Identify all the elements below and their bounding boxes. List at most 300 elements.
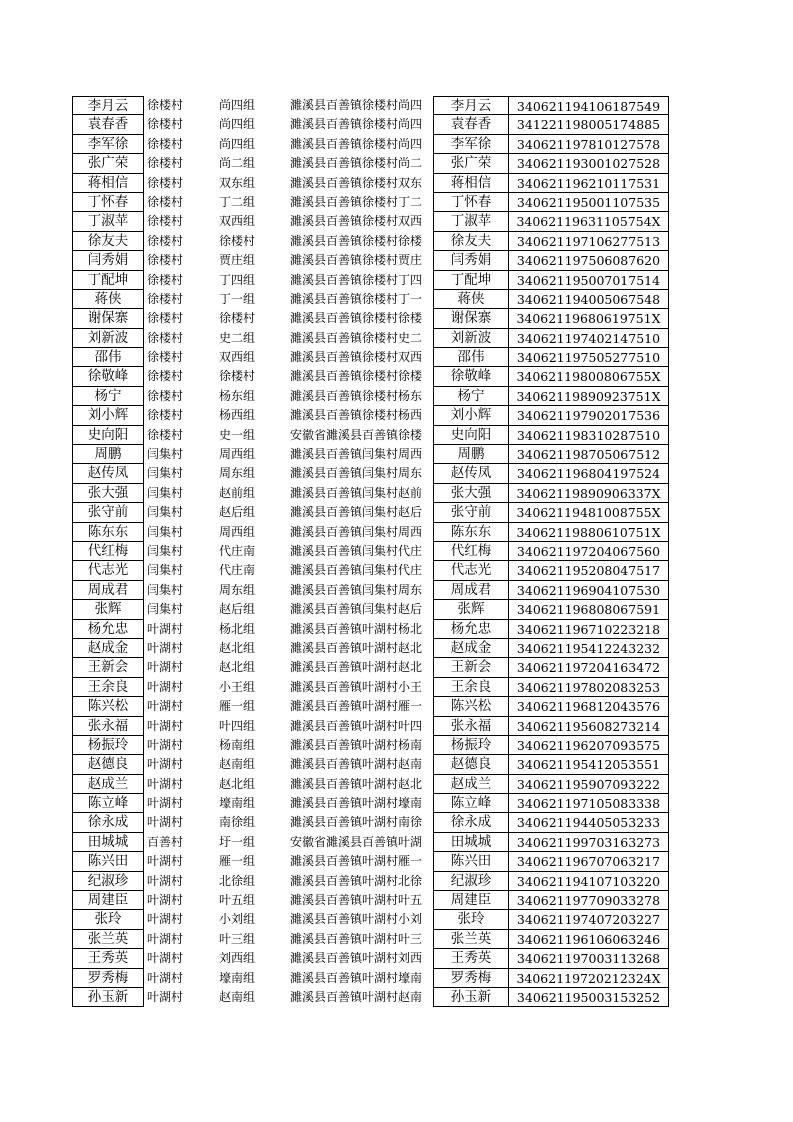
name-copy-cell: 杨宁 [433, 387, 508, 406]
address-cell: 濉溪县百善镇徐楼村徐楼 [290, 311, 423, 326]
name-cell: 陈兴松 [72, 697, 144, 716]
id-number-cell: 34062119800806755X [508, 367, 669, 386]
name-copy-cell: 周建臣 [433, 891, 508, 910]
name-copy-cell: 周成君 [433, 581, 508, 600]
village-cell: 叶湖村 [147, 757, 184, 772]
village-cell: 徐楼村 [147, 175, 184, 190]
name-copy-cell: 赵德良 [433, 755, 508, 774]
group-cell: 史二组 [219, 330, 256, 345]
address-cell: 濉溪县百善镇叶湖村小王 [290, 679, 423, 694]
id-number-cell: 340621194405053233 [508, 813, 669, 832]
id-number-cell: 340621195412243232 [508, 639, 669, 658]
name-cell: 张广荣 [72, 154, 144, 173]
address-cell: 濉溪县百善镇叶湖村壕南 [290, 796, 423, 811]
table-row [72, 794, 669, 813]
id-number-cell: 34062119631105754X [508, 212, 669, 231]
address-cell: 濉溪县百善镇闫集村周东 [290, 466, 423, 481]
group-cell: 小王组 [219, 679, 256, 694]
spreadsheet-table [72, 96, 669, 1007]
group-cell: 小刘组 [219, 912, 256, 927]
address-cell: 濉溪县百善镇叶湖村赵北 [290, 660, 423, 675]
id-number-cell: 340621195412053551 [508, 755, 669, 774]
village-cell: 徐楼村 [147, 272, 184, 287]
group-cell: 丁一组 [219, 291, 256, 306]
address-cell: 濉溪县百善镇徐楼村丁四 [290, 272, 423, 287]
id-number-cell: 340621194005067548 [508, 290, 669, 309]
group-cell: 丁四组 [219, 272, 256, 287]
name-copy-cell: 陈兴松 [433, 697, 508, 716]
village-cell: 叶湖村 [147, 912, 184, 927]
group-cell: 双西组 [219, 350, 256, 365]
table-row [72, 988, 669, 1007]
id-number-cell: 340621197709033278 [508, 891, 669, 910]
name-copy-cell: 张守前 [433, 503, 508, 522]
village-cell: 闫集村 [147, 485, 184, 500]
id-number-cell: 34062119481008755X [508, 503, 669, 522]
table-row [72, 212, 669, 231]
table-row [72, 658, 669, 677]
group-cell: 尚四组 [219, 98, 256, 112]
address-cell: 濉溪县百善镇叶湖村赵北 [290, 640, 423, 655]
group-cell: 代庄南 [219, 543, 256, 558]
table-row [72, 561, 669, 580]
group-cell: 赵北组 [219, 660, 256, 675]
village-cell: 闫集村 [147, 524, 184, 539]
id-number-cell: 340621197505277510 [508, 348, 669, 367]
village-cell: 闫集村 [147, 582, 184, 597]
name-cell: 史向阳 [72, 426, 144, 445]
name-cell: 杨振玲 [72, 736, 144, 755]
group-cell: 双西组 [219, 214, 256, 229]
group-cell: 赵后组 [219, 602, 256, 617]
name-cell: 徐永成 [72, 813, 144, 832]
address-cell: 濉溪县百善镇闫集村代庄 [290, 563, 423, 578]
group-cell: 叶四组 [219, 718, 256, 733]
village-cell: 徐楼村 [147, 136, 184, 151]
group-cell: 赵后组 [219, 505, 256, 520]
address-cell: 濉溪县百善镇闫集村周西 [290, 447, 423, 462]
id-number-cell: 340621197105083338 [508, 794, 669, 813]
name-copy-cell: 张大强 [433, 484, 508, 503]
village-cell: 徐楼村 [147, 311, 184, 326]
table-row [72, 813, 669, 832]
id-number-cell: 340621196804197524 [508, 464, 669, 483]
address-cell: 濉溪县百善镇叶湖村北徐 [290, 873, 423, 888]
name-cell: 刘小辉 [72, 406, 144, 425]
table-row [72, 755, 669, 774]
table-row [72, 271, 669, 290]
table-row [72, 930, 669, 949]
id-number-cell: 340621195001107535 [508, 193, 669, 212]
name-copy-cell: 代红梅 [433, 542, 508, 561]
name-copy-cell: 孙玉新 [433, 988, 508, 1007]
name-cell: 赵传凤 [72, 464, 144, 483]
name-copy-cell: 陈兴田 [433, 852, 508, 871]
table-row [72, 503, 669, 522]
table-row [72, 697, 669, 716]
name-cell: 闫秀娟 [72, 251, 144, 270]
address-cell: 濉溪县百善镇叶湖村杨南 [290, 737, 423, 752]
name-cell: 陈兴田 [72, 852, 144, 871]
village-cell: 闫集村 [147, 466, 184, 481]
table-row [72, 426, 669, 445]
name-cell: 蒋侠 [72, 290, 144, 309]
name-cell: 丁配坤 [72, 271, 144, 290]
group-cell: 刘西组 [219, 951, 256, 966]
name-cell: 袁春香 [72, 115, 144, 134]
id-number-cell: 340621197506087620 [508, 251, 669, 270]
table-row [72, 367, 669, 386]
address-cell: 濉溪县百善镇叶湖村赵北 [290, 776, 423, 791]
id-number-cell: 340621195003153252 [508, 988, 669, 1007]
name-cell: 孙玉新 [72, 988, 144, 1007]
address-cell: 濉溪县百善镇闫集村赵前 [290, 485, 423, 500]
name-cell: 纪淑珍 [72, 872, 144, 891]
group-cell: 杨东组 [219, 388, 256, 403]
address-cell: 濉溪县百善镇叶湖村雁一 [290, 854, 423, 869]
id-number-cell: 340621195007017514 [508, 271, 669, 290]
address-cell: 濉溪县百善镇叶湖村杨北 [290, 621, 423, 636]
table-row [72, 891, 669, 910]
group-cell: 史一组 [219, 427, 256, 442]
table-row [72, 96, 669, 115]
name-copy-cell: 丁淑苹 [433, 212, 508, 231]
group-cell: 壕南组 [219, 970, 256, 985]
name-copy-cell: 张广荣 [433, 154, 508, 173]
address-cell: 濉溪县百善镇闫集村代庄 [290, 543, 423, 558]
address-cell: 濉溪县百善镇叶湖村南徐 [290, 815, 423, 830]
table-row [72, 639, 669, 658]
id-number-cell: 340621195608273214 [508, 717, 669, 736]
address-cell: 濉溪县百善镇徐楼村杨西 [290, 408, 423, 423]
group-cell: 壕南组 [219, 796, 256, 811]
address-cell: 濉溪县百善镇徐楼村贾庄 [290, 253, 423, 268]
table-row [72, 910, 669, 929]
village-cell: 叶湖村 [147, 679, 184, 694]
name-cell: 罗秀梅 [72, 969, 144, 988]
name-copy-cell: 陈立峰 [433, 794, 508, 813]
name-copy-cell: 罗秀梅 [433, 969, 508, 988]
name-copy-cell: 史向阳 [433, 426, 508, 445]
table-row [72, 484, 669, 503]
id-number-cell: 340621196710223218 [508, 620, 669, 639]
village-cell: 徐楼村 [147, 253, 184, 268]
address-cell: 濉溪县百善镇叶湖村叶五 [290, 893, 423, 908]
address-cell: 濉溪县百善镇徐楼村双西 [290, 350, 423, 365]
name-cell: 王秀英 [72, 949, 144, 968]
group-cell: 周东组 [219, 466, 256, 481]
address-cell: 濉溪县百善镇闫集村赵后 [290, 602, 423, 617]
table-row [72, 290, 669, 309]
name-copy-cell: 田城城 [433, 833, 508, 852]
id-number-cell: 340621197204163472 [508, 658, 669, 677]
id-number-cell: 340621197003113268 [508, 949, 669, 968]
address-cell: 濉溪县百善镇徐楼村双东 [290, 175, 423, 190]
village-cell: 叶湖村 [147, 621, 184, 636]
group-cell: 代庄南 [219, 563, 256, 578]
table-row [72, 600, 669, 619]
table-row [72, 852, 669, 871]
group-cell: 叶三组 [219, 931, 256, 946]
village-cell: 徐楼村 [147, 117, 184, 132]
name-copy-cell: 徐敬峰 [433, 367, 508, 386]
name-copy-cell: 赵成兰 [433, 775, 508, 794]
group-cell: 丁二组 [219, 194, 256, 209]
group-cell: 尚四组 [219, 117, 256, 132]
name-cell: 徐敬峰 [72, 367, 144, 386]
address-cell: 濉溪县百善镇叶湖村雁一 [290, 699, 423, 714]
id-number-cell: 340621197106277513 [508, 232, 669, 251]
village-cell: 闫集村 [147, 602, 184, 617]
name-cell: 张玲 [72, 910, 144, 929]
name-copy-cell: 李军徐 [433, 135, 508, 154]
village-cell: 叶湖村 [147, 970, 184, 985]
table-row [72, 174, 669, 193]
name-copy-cell: 杨允忠 [433, 620, 508, 639]
address-cell: 安徽省濉溪县百善镇徐楼 [290, 427, 423, 442]
group-cell: 尚四组 [219, 136, 256, 151]
village-cell: 闫集村 [147, 543, 184, 558]
village-cell: 叶湖村 [147, 951, 184, 966]
address-cell: 安徽省濉溪县百善镇叶湖 [290, 834, 423, 849]
village-cell: 徐楼村 [147, 369, 184, 384]
village-cell: 百善村 [147, 834, 184, 849]
village-cell: 叶湖村 [147, 931, 184, 946]
table-row [72, 717, 669, 736]
village-cell: 闫集村 [147, 505, 184, 520]
name-copy-cell: 李月云 [433, 96, 508, 115]
table-row [72, 135, 669, 154]
id-number-cell: 34062119890906337X [508, 484, 669, 503]
id-number-cell: 341221198005174885 [508, 115, 669, 134]
name-cell: 杨宁 [72, 387, 144, 406]
name-copy-cell: 赵传凤 [433, 464, 508, 483]
table-row [72, 193, 669, 212]
table-row [72, 232, 669, 251]
village-cell: 叶湖村 [147, 815, 184, 830]
id-number-cell: 340621195907093222 [508, 775, 669, 794]
table-row [72, 581, 669, 600]
village-cell: 闫集村 [147, 447, 184, 462]
name-cell: 周建臣 [72, 891, 144, 910]
table-row [72, 969, 669, 988]
group-cell: 双东组 [219, 175, 256, 190]
group-cell: 周东组 [219, 582, 256, 597]
table-row [72, 542, 669, 561]
table-row [72, 949, 669, 968]
address-cell: 濉溪县百善镇闫集村赵后 [290, 505, 423, 520]
id-number-cell: 340621194107103220 [508, 872, 669, 891]
table-row [72, 678, 669, 697]
address-cell: 濉溪县百善镇叶湖村壕南 [290, 970, 423, 985]
table-row [72, 523, 669, 542]
name-cell: 王新会 [72, 658, 144, 677]
table-row [72, 115, 669, 134]
table-row [72, 833, 669, 852]
name-copy-cell: 闫秀娟 [433, 251, 508, 270]
group-cell: 北徐组 [219, 873, 256, 888]
table-row [72, 329, 669, 348]
id-number-cell: 340621197204067560 [508, 542, 669, 561]
village-cell: 徐楼村 [147, 233, 184, 248]
table-row [72, 154, 669, 173]
address-cell: 濉溪县百善镇徐楼村尚四 [290, 136, 423, 151]
name-cell: 邵伟 [72, 348, 144, 367]
village-cell: 叶湖村 [147, 989, 184, 1004]
village-cell: 叶湖村 [147, 737, 184, 752]
name-cell: 赵德良 [72, 755, 144, 774]
village-cell: 徐楼村 [147, 156, 184, 171]
address-cell: 濉溪县百善镇叶湖村赵南 [290, 989, 423, 1004]
name-copy-cell: 丁配坤 [433, 271, 508, 290]
id-number-cell: 34062119890923751X [508, 387, 669, 406]
group-cell: 叶五组 [219, 893, 256, 908]
name-cell: 张永福 [72, 717, 144, 736]
group-cell: 杨南组 [219, 737, 256, 752]
name-copy-cell: 杨振玲 [433, 736, 508, 755]
id-number-cell: 34062119880610751X [508, 523, 669, 542]
address-cell: 濉溪县百善镇闫集村周东 [290, 582, 423, 597]
name-cell: 徐友夫 [72, 232, 144, 251]
name-copy-cell: 张辉 [433, 600, 508, 619]
group-cell: 徐楼村 [219, 311, 256, 326]
id-number-cell: 340621196904107530 [508, 581, 669, 600]
group-cell: 徐楼村 [219, 369, 256, 384]
village-cell: 叶湖村 [147, 873, 184, 888]
table-row [72, 406, 669, 425]
table-row [72, 309, 669, 328]
name-copy-cell: 袁春香 [433, 115, 508, 134]
id-number-cell: 340621197810127578 [508, 135, 669, 154]
table-row [72, 348, 669, 367]
group-cell: 雁一组 [219, 699, 256, 714]
table-row [72, 736, 669, 755]
address-cell: 濉溪县百善镇徐楼村徐楼 [290, 233, 423, 248]
table-row [72, 620, 669, 639]
name-copy-cell: 徐友夫 [433, 232, 508, 251]
id-number-cell: 340621195208047517 [508, 561, 669, 580]
village-cell: 叶湖村 [147, 776, 184, 791]
name-cell: 赵成兰 [72, 775, 144, 794]
name-cell: 代红梅 [72, 542, 144, 561]
name-cell: 谢保寨 [72, 309, 144, 328]
id-number-cell: 340621196812043576 [508, 697, 669, 716]
id-number-cell: 340621197402147510 [508, 329, 669, 348]
name-copy-cell: 代志光 [433, 561, 508, 580]
name-cell: 张大强 [72, 484, 144, 503]
name-copy-cell: 陈东东 [433, 523, 508, 542]
name-cell: 杨允忠 [72, 620, 144, 639]
address-cell: 濉溪县百善镇徐楼村徐楼 [290, 369, 423, 384]
name-cell: 陈东东 [72, 523, 144, 542]
name-cell: 张辉 [72, 600, 144, 619]
name-copy-cell: 纪淑珍 [433, 872, 508, 891]
group-cell: 雁一组 [219, 854, 256, 869]
group-cell: 尚二组 [219, 156, 256, 171]
address-cell: 濉溪县百善镇徐楼村史二 [290, 330, 423, 345]
village-cell: 徐楼村 [147, 350, 184, 365]
name-copy-cell: 刘小辉 [433, 406, 508, 425]
group-cell: 赵北组 [219, 640, 256, 655]
id-number-cell: 340621196106063246 [508, 930, 669, 949]
name-copy-cell: 张永福 [433, 717, 508, 736]
id-number-cell: 340621196808067591 [508, 600, 669, 619]
name-cell: 张兰英 [72, 930, 144, 949]
village-cell: 叶湖村 [147, 854, 184, 869]
address-cell: 濉溪县百善镇叶湖村赵南 [290, 757, 423, 772]
group-cell: 周西组 [219, 447, 256, 462]
id-number-cell: 340621197802083253 [508, 678, 669, 697]
name-cell: 张守前 [72, 503, 144, 522]
village-cell: 叶湖村 [147, 718, 184, 733]
village-cell: 叶湖村 [147, 893, 184, 908]
group-cell: 杨西组 [219, 408, 256, 423]
name-cell: 李军徐 [72, 135, 144, 154]
id-number-cell: 34062119720212324X [508, 969, 669, 988]
name-cell: 赵成金 [72, 639, 144, 658]
name-cell: 代志光 [72, 561, 144, 580]
id-number-cell: 34062119680619751X [508, 309, 669, 328]
group-cell: 赵南组 [219, 757, 256, 772]
name-cell: 刘新波 [72, 329, 144, 348]
address-cell: 濉溪县百善镇徐楼村尚二 [290, 156, 423, 171]
id-number-cell: 340621196210117531 [508, 174, 669, 193]
name-copy-cell: 徐永成 [433, 813, 508, 832]
village-cell: 叶湖村 [147, 796, 184, 811]
name-copy-cell: 赵成金 [433, 639, 508, 658]
name-cell: 田城城 [72, 833, 144, 852]
table-row [72, 775, 669, 794]
name-copy-cell: 丁怀春 [433, 193, 508, 212]
village-cell: 徐楼村 [147, 427, 184, 442]
table-row [72, 387, 669, 406]
name-copy-cell: 邵伟 [433, 348, 508, 367]
address-cell: 濉溪县百善镇徐楼村尚四 [290, 98, 423, 112]
name-copy-cell: 刘新波 [433, 329, 508, 348]
address-cell: 濉溪县百善镇闫集村周西 [290, 524, 423, 539]
name-copy-cell: 王余良 [433, 678, 508, 697]
village-cell: 徐楼村 [147, 291, 184, 306]
name-copy-cell: 谢保寨 [433, 309, 508, 328]
village-cell: 叶湖村 [147, 640, 184, 655]
name-cell: 周鹏 [72, 445, 144, 464]
name-copy-cell: 蒋侠 [433, 290, 508, 309]
village-cell: 徐楼村 [147, 194, 184, 209]
group-cell: 南徐组 [219, 815, 256, 830]
id-number-cell: 340621197902017536 [508, 406, 669, 425]
group-cell: 徐楼村 [219, 233, 256, 248]
group-cell: 圩一组 [219, 834, 256, 849]
name-cell: 周成君 [72, 581, 144, 600]
name-cell: 丁淑苹 [72, 212, 144, 231]
table-row [72, 445, 669, 464]
name-copy-cell: 王新会 [433, 658, 508, 677]
id-number-cell: 340621193001027528 [508, 154, 669, 173]
id-number-cell: 340621196207093575 [508, 736, 669, 755]
group-cell: 赵北组 [219, 776, 256, 791]
id-number-cell: 340621198705067512 [508, 445, 669, 464]
address-cell: 濉溪县百善镇徐楼村丁一 [290, 291, 423, 306]
group-cell: 贾庄组 [219, 253, 256, 268]
table-row [72, 872, 669, 891]
village-cell: 徐楼村 [147, 98, 184, 112]
name-copy-cell: 张玲 [433, 910, 508, 929]
village-cell: 叶湖村 [147, 699, 184, 714]
name-cell: 王余良 [72, 678, 144, 697]
village-cell: 叶湖村 [147, 660, 184, 675]
address-cell: 濉溪县百善镇徐楼村尚四 [290, 117, 423, 132]
address-cell: 濉溪县百善镇徐楼村杨东 [290, 388, 423, 403]
